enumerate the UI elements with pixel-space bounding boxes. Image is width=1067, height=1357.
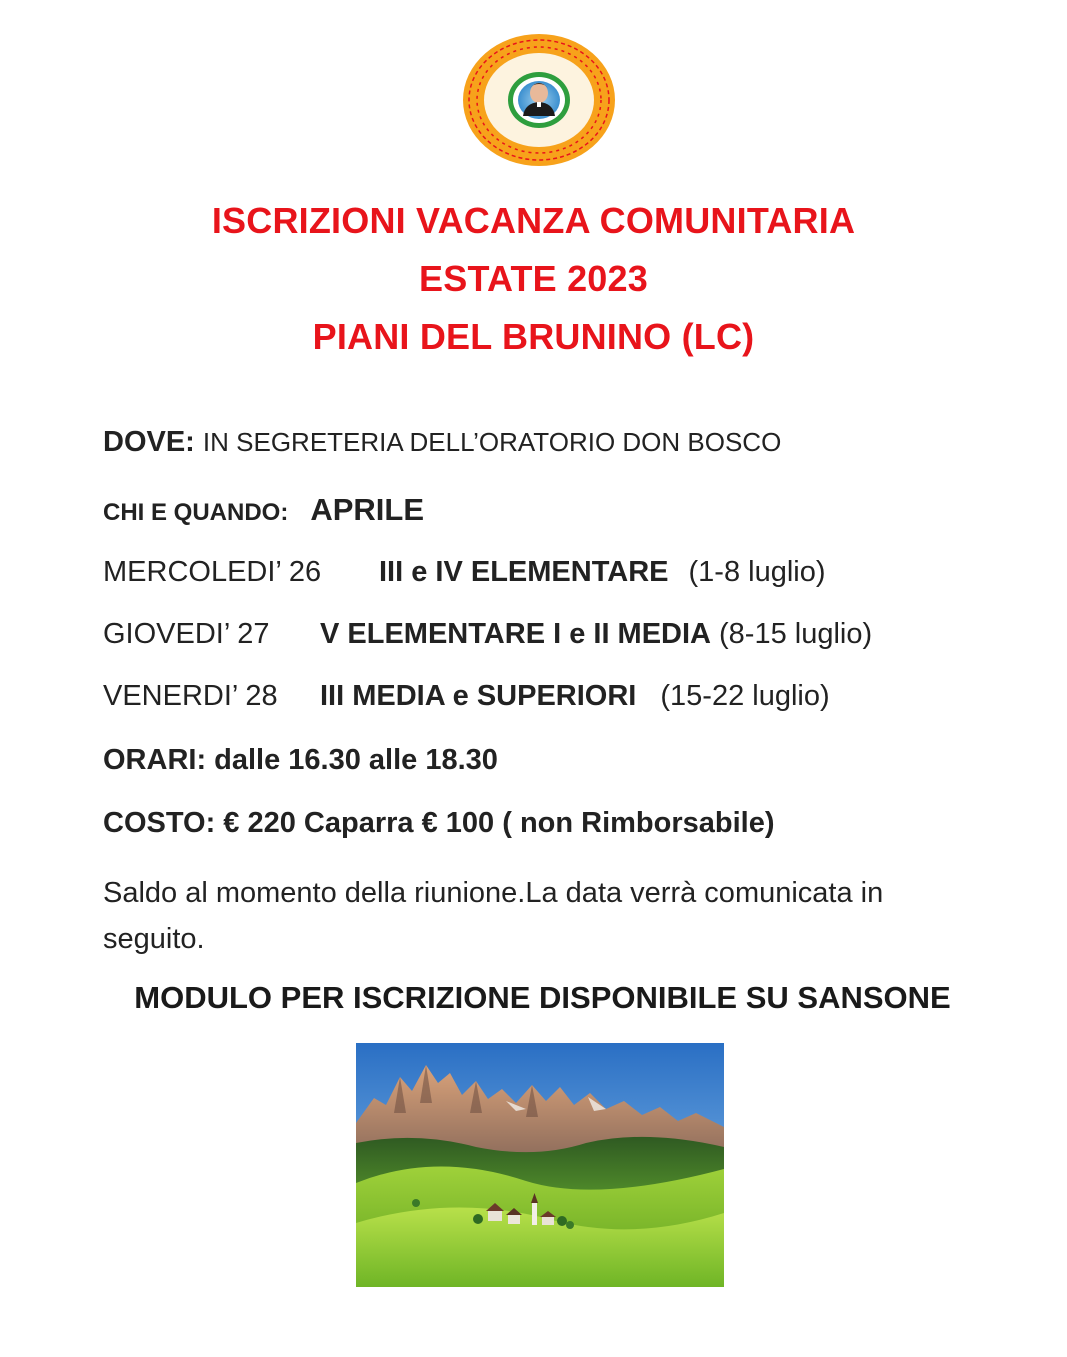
chi-quando-row [103, 492, 424, 528]
day-label: GIOVEDI’ 27 [103, 618, 270, 650]
day-label: MERCOLEDI’ 26 [103, 556, 322, 588]
saint-portrait-seal-icon [459, 30, 619, 170]
group-label: III e IV ELEMENTARE [379, 556, 669, 588]
dove-value: IN SEGRETERIA DELL’ORATORIO DON BOSCO [202, 427, 782, 457]
day-row [103, 556, 826, 589]
month-value: APRILE [310, 492, 425, 527]
costo-line: COSTO: € 220 Caparra € 100 ( non Rimborsabile) [103, 807, 775, 839]
period-label: (1-8 luglio) [688, 556, 826, 588]
title-line-1: ISCRIZIONI VACANZA COMUNITARIA [211, 200, 856, 241]
period-label: (8-15 luglio) [719, 618, 873, 650]
dove-row [103, 426, 781, 459]
flyer-title [0, 192, 1067, 366]
saldo-paragraph: Saldo al momento della riunione.La data verrà comunicata in seguito. [103, 877, 884, 955]
title-line-2: ESTATE 2023 [419, 258, 648, 299]
registration-form-notice: MODULO PER ISCRIZIONE DISPONIBILE SU SANSONE [134, 980, 951, 1015]
orari-line: ORARI: dalle 16.30 alle 18.30 [103, 744, 498, 776]
title-line-3: PIANI DEL BRUNINO (LC) [312, 316, 755, 357]
day-label: VENERDI’ 28 [103, 680, 278, 712]
dove-label: DOVE: [103, 426, 195, 458]
day-row [103, 618, 872, 651]
period-label: (15-22 luglio) [660, 680, 830, 712]
chi-quando-label: CHI E QUANDO: [103, 499, 289, 526]
group-label: V ELEMENTARE I e II MEDIA [320, 618, 712, 650]
mountain-valley-landscape-icon [356, 1043, 724, 1287]
day-row [103, 680, 830, 713]
group-label: III MEDIA e SUPERIORI [320, 680, 637, 712]
